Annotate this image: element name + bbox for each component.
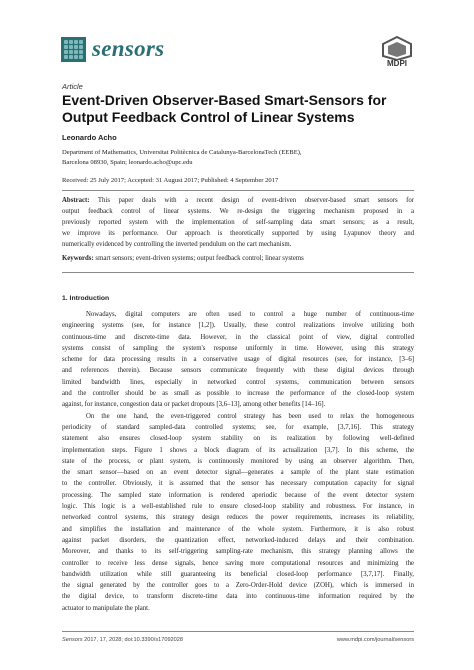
abstract-line: Abstract: This paper deals with a recent design of event-driven observer-based smart sensors for: [62, 197, 415, 204]
paragraph-line: statement also ensures closed-loop system stability on its realization by following well-defined: [62, 435, 414, 443]
page-footer: [62, 631, 414, 643]
article-type: Article: [62, 82, 83, 91]
divider: [62, 190, 414, 191]
paragraph-line: the signal generated by the controller goes to a Zero-Order-Hold device (ZOH), which is immersed in: [62, 582, 414, 590]
paragraph-line: and references therein). Because sensors communicate frequently with these digital devices through: [62, 367, 414, 375]
footer-citation: [62, 637, 183, 643]
paragraph-line: Nowadays, digital computers are often used to control a huge number of continuous-time: [86, 311, 414, 318]
section-heading: 1. Introduction: [62, 295, 110, 302]
affiliation-line: Department of Mathematics, Universitat Politècnica de Catalunya-BarcelonaTech (EEBE),: [62, 149, 302, 156]
paragraph-line: and the controller should be as small as possible to increase the performance of the closed-loop system: [62, 390, 414, 398]
keywords: [62, 253, 414, 264]
paragraph-line: periodicity of standard sampled-data controlled systems; see, for example, [3,7,16]. This strategy: [62, 423, 414, 431]
article-title: [62, 92, 402, 126]
keywords-text: smart sensors; event-driven systems; output feedback control; linear systems: [95, 255, 304, 262]
author-name: Leonardo Acho: [62, 133, 117, 142]
paragraph-line: scheme for data processing results in a conservative usage of digital resources (see, for instance, [3–6]: [62, 356, 414, 364]
paragraph-line: processing. The sampled state information is rendered aperiodic because of the event detector system: [62, 491, 414, 499]
paragraph-line: networked control systems, this strategy design reduces the power requirements, increases its reliability,: [62, 514, 414, 522]
paragraph-line: against, for instance, congestion data or packet dropouts [3,6–13], among other benefits [14–16].: [62, 401, 326, 409]
paragraph-line: the smart sensor—based on an event detector signal—generates a sample of the plant state estimation: [62, 469, 414, 477]
abstract: [62, 195, 414, 250]
paragraph-line: actuator to manipulate the plant.: [62, 604, 150, 612]
paragraph-line: logic. This logic is a well-established rule to ensure closed-loop stability and robustness. For instance, in: [62, 503, 414, 511]
paragraph-line: bandwidth utilization while still guaranteeing its beneficial closed-loop performance [3,7,17]. Finally,: [62, 570, 414, 578]
abstract-label: Abstract:: [62, 197, 90, 204]
paragraph-line: limited bandwidth lines, especially in networked control systems, communication between sensors: [62, 378, 414, 386]
footer-citation-text: 2017, 17, 2028; doi:10.3390/s17092028: [84, 637, 184, 643]
abstract-line: numerically evidenced by controlling the inverted pendulum on the cart mechanism.: [62, 241, 292, 248]
sensors-logo-icon: [61, 37, 86, 62]
abstract-line: previously reported system with the implementation of self-sampling data smart sensors; as a result,: [62, 219, 414, 226]
paragraph-line: engineering systems (see, for instance [1,2]). Usually, these control realizations involve utilizing both: [62, 322, 414, 330]
paragraph-line: against packet disorders, the quantization effect, networked-induced delays and their combination.: [62, 536, 414, 544]
mdpi-logo-icon: [380, 36, 414, 60]
paragraph-line: continuous-time and discrete-time data. However, in the classical point of view, digital controlled: [62, 333, 414, 341]
paragraph-line: Moreover, and thanks to its self-triggering sampling-rate mechanism, this strategy planning allows the: [62, 548, 414, 556]
publication-dates: Received: 25 July 2017; Accepted: 31 August 2017; Published: 4 September 2017: [62, 177, 279, 184]
title-line: Event-Driven Observer-Based Smart-Sensors for: [62, 92, 387, 108]
publisher-name: MDPI: [387, 59, 407, 68]
footer-url[interactable]: www.mdpi.com/journal/sensors: [336, 637, 414, 643]
divider: [62, 272, 414, 273]
title-line: Output Feedback Control of Linear Systems: [62, 109, 355, 125]
keywords-label: Keywords:: [62, 255, 94, 262]
paragraph-line: On the one hand, the even-triggered control strategy has been used to relax the homogeneous: [86, 412, 414, 420]
mdpi-logo: [380, 36, 414, 72]
paragraph-line: systems consist of sampling the system's response uniformly in time. However, using this strategy: [62, 344, 414, 352]
paragraph-line: controller to receive less dense signals, hence saving more computational resources and minimizing the: [62, 559, 414, 567]
paragraph-line: and simplifies the installation and maintenance of the whole system. Furthermore, it is also robust: [62, 525, 414, 533]
paragraph-line: implementation steps. Figure 1 shows a block diagram of its actualization [3,7]. In this scheme, the: [62, 446, 414, 454]
paragraph-line: to the controller. Obviously, it is assumed that the sensor has necessary computation capacity for signal: [62, 480, 414, 488]
affiliation: [62, 148, 302, 168]
affiliation-line: Barcelona 08930, Spain; leonardo.acho@upc.edu: [62, 159, 193, 166]
paragraph-line: state of the process, or plant system, is continuously monitored by using an observer algorithm. Then,: [62, 457, 414, 465]
paragraph-line: the digital device, to transform discrete-time data into continuous-time information required by the: [62, 593, 414, 601]
introduction-body: [62, 309, 414, 614]
footer-journal: Sensors: [62, 637, 83, 643]
journal-name: sensors: [92, 36, 165, 61]
abstract-line: output feedback control of linear systems. We re-design the triggering mechanism proposed in a: [62, 208, 414, 215]
abstract-line: we improve its performance. Our approach is theoretically supported by using Lyapunov theory and: [62, 230, 414, 237]
